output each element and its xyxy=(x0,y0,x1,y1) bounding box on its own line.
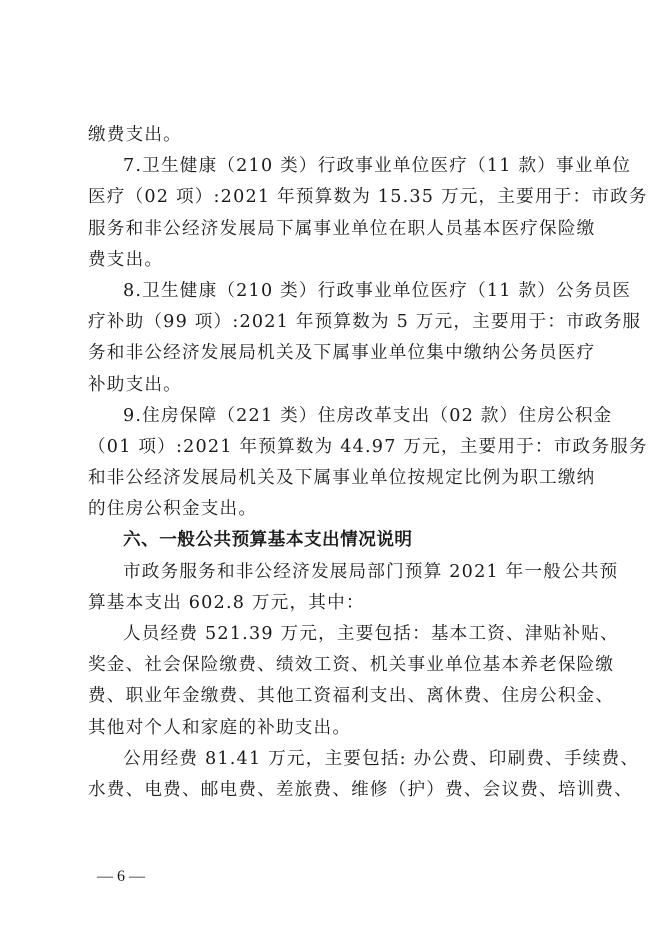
text-line: 8.卫生健康（210 类）行政事业单位医疗（11 款）公务员医 xyxy=(123,280,632,301)
text-line: 缴费支出。 xyxy=(88,125,182,145)
text-line: 人员经费 521.39 万元，主要包括：基本工资、津贴补贴、 xyxy=(123,624,619,644)
text-line: 9.住房保障（221 类）住房改革支出（02 款）住房公积金 xyxy=(123,405,613,426)
text-line: 奖金、社会保险缴费、绩效工资、机关事业单位基本养老保险缴 xyxy=(88,655,615,676)
text-line: 其他对个人和家庭的补助支出。 xyxy=(88,717,352,738)
text-line: 六、一般公共预算基本支出情况说明 xyxy=(123,530,413,551)
page-number: — 6 — xyxy=(97,868,145,885)
text-line: 市政务服务和非公经济发展局部门预算 2021 年一般公共预 xyxy=(123,561,619,582)
section-heading xyxy=(88,525,579,556)
text-line: 的住房公积金支出。 xyxy=(88,499,258,520)
paragraph xyxy=(88,744,640,806)
paragraph xyxy=(88,557,619,619)
text-line: 水费、电费、邮电费、差旅费、维修（护）费、会议费、培训费、 xyxy=(88,779,634,800)
paragraph xyxy=(88,151,648,276)
text-line: 务和非公经济发展局机关及下属事业单位集中缴纳公务员医疗 xyxy=(88,343,596,364)
paragraph xyxy=(88,120,579,151)
text-line: 费支出。 xyxy=(88,249,164,270)
text-line: 7.卫生健康（210 类）行政事业单位医疗（11 款）事业单位 xyxy=(123,156,632,177)
paragraph xyxy=(88,401,648,526)
paragraph xyxy=(88,276,642,401)
document-body xyxy=(88,120,648,806)
text-line: 和非公经济发展局机关及下属事业单位按规定比例为职工缴纳 xyxy=(88,468,596,489)
text-line: 费、职业年金缴费、其他工资福利支出、离休费、住房公积金、 xyxy=(88,686,615,707)
text-line: 补助支出。 xyxy=(88,374,182,395)
text-line: 疗补助（99 项）:2021 年预算数为 5 万元，主要用于：市政务服 xyxy=(88,312,642,333)
text-line: （01 项）:2021 年预算数为 44.97 万元，主要用于：市政务服务 xyxy=(88,436,648,457)
paragraph xyxy=(88,619,619,744)
text-line: 算基本支出 602.8 万元，其中： xyxy=(88,592,365,613)
text-line: 服务和非公经济发展局下属事业单位在职人员基本医疗保险缴 xyxy=(88,218,596,239)
text-line: 公用经费 81.41 万元，主要包括: 办公费、印刷费、手续费、 xyxy=(123,748,640,769)
text-line: 医疗（02 项）:2021 年预算数为 15.35 万元，主要用于：市政务 xyxy=(88,187,648,208)
